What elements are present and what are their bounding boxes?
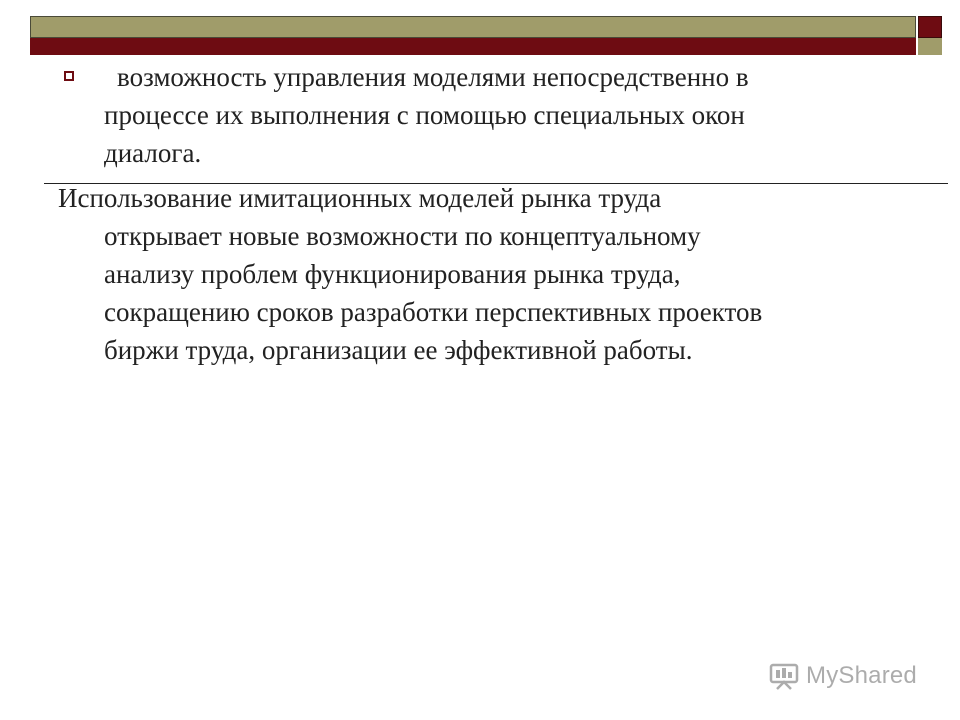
hollow-square-bullet-icon: [64, 71, 74, 81]
watermark-text: MyShared: [806, 662, 917, 689]
header-bar-olive: [30, 16, 916, 38]
body-paragraph: Использование имитационных моделей рынка труда открывает новые возможности по концептуальному анализу проблем функционирования рынка труда, сокращению сроков разработки перспективных проектов биржи труда, организации ее эффективной работы.: [58, 183, 763, 365]
header-bar-maroon: [30, 38, 916, 55]
watermark: [768, 656, 917, 696]
header-square-maroon: [918, 16, 942, 38]
bullet-text: возможность управления моделями непосредственно в процессе их выполнения с помощью специальных окон диалога.: [104, 62, 749, 168]
header-square-olive: [918, 38, 942, 55]
presentation-board-icon: [768, 660, 800, 692]
